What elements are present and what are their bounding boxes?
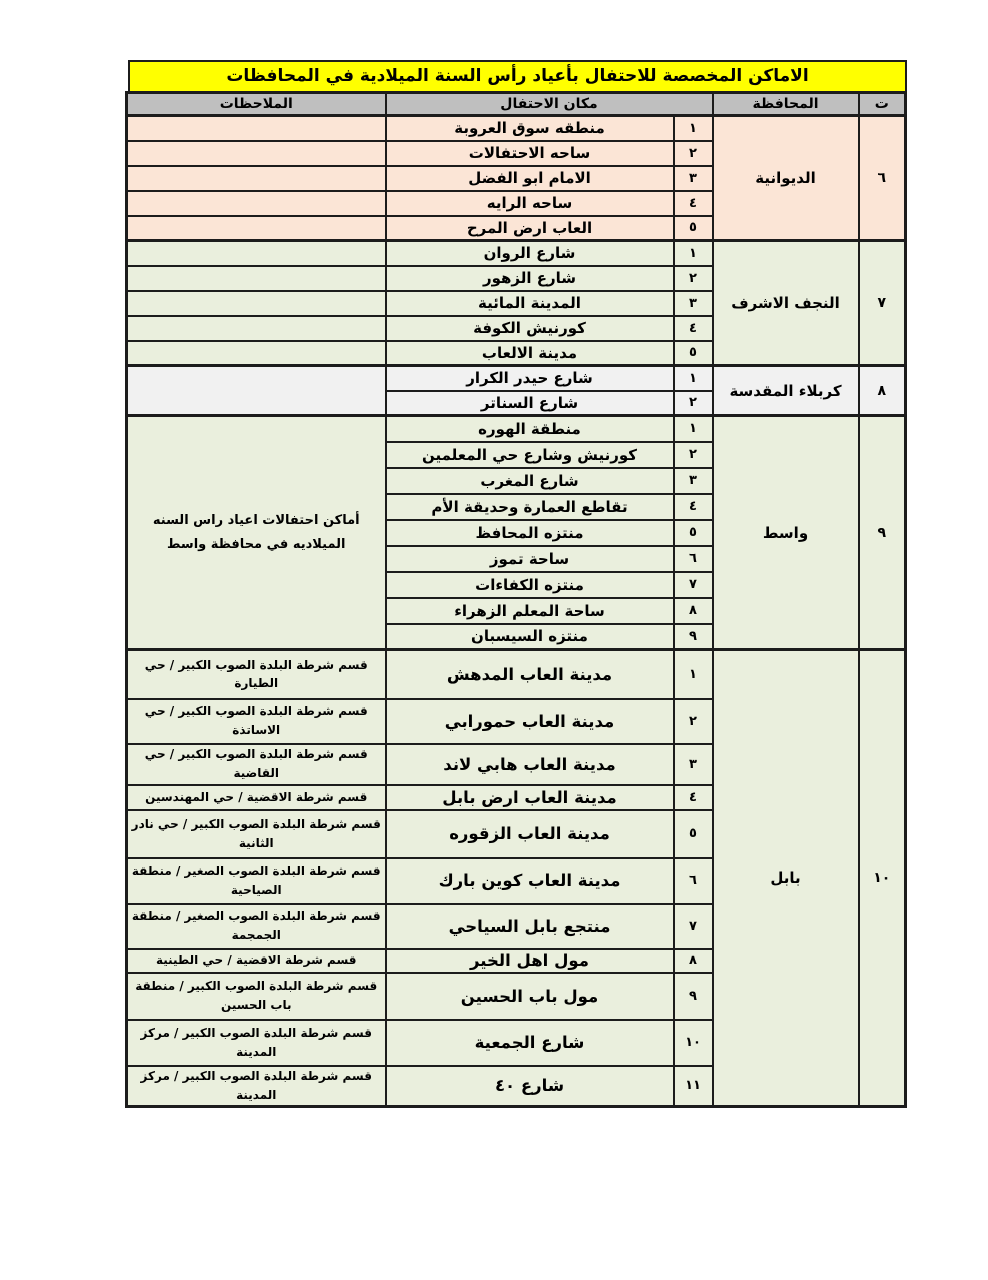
cell-place: منتجع بابل السياحي [386,904,674,949]
cell-note [127,291,386,316]
cell-place-number: ٤ [674,191,713,216]
cell-place: منطقه سوق العروبة [386,116,674,141]
cell-place: الامام ابو الفضل [386,166,674,191]
cell-note: قسم شرطة البلدة الصوب الكبير / مركز المدينة [127,1020,386,1066]
cell-place: منتزه المحافظ [386,520,674,546]
cell-place: مول باب الحسين [386,973,674,1020]
cell-place: ساحة تموز [386,546,674,572]
cell-place: شارع السناتر [386,391,674,416]
cell-place-number: ١٠ [674,1020,713,1066]
cell-place-number: ٣ [674,291,713,316]
cell-place: ساحه الاحتفالات [386,141,674,166]
header-serial: ت [859,93,906,116]
cell-place: تقاطع العمارة وحديقة الأم [386,494,674,520]
cell-place: شارع الروان [386,241,674,266]
cell-note: قسم شرطة البلدة الصوب الكبير / مركز المدينة [127,1066,386,1107]
cell-place: ساحه الرايه [386,191,674,216]
cell-place-number: ٥ [674,341,713,366]
cell-serial: ١٠ [859,650,906,1107]
cell-place-number: ٨ [674,949,713,973]
cell-place-number: ١ [674,116,713,141]
cell-place-number: ١ [674,366,713,391]
cell-place: كورنيش الكوفة [386,316,674,341]
cell-place-number: ٢ [674,141,713,166]
cell-governorate: بابل [713,650,859,1107]
cell-note: قسم شرطة البلدة الصوب الكبير / حي الاساتذة [127,699,386,744]
cell-place-number: ٤ [674,785,713,810]
cell-place-number: ٢ [674,699,713,744]
cell-note [127,316,386,341]
cell-serial: ٩ [859,416,906,650]
header-row [127,93,906,116]
cell-note: قسم شرطة البلدة الصوب الكبير / منطقة باب الحسين [127,973,386,1020]
cell-note-merged [127,366,386,416]
cell-note-merged: أماكن احتفالات اعياد راس السنه الميلاديه في محافظة واسط [127,416,386,650]
cell-place: شارع ٤٠ [386,1066,674,1107]
cell-place-number: ١١ [674,1066,713,1107]
cell-place: مدينة العاب المدهش [386,650,674,699]
cell-note: قسم شرطة البلدة الصوب الكبير / حي الطيارة [127,650,386,699]
cell-note [127,216,386,241]
cell-place-number: ٥ [674,216,713,241]
cell-place-number: ٩ [674,973,713,1020]
cell-place-number: ١ [674,241,713,266]
cell-place: منطقة الهوره [386,416,674,442]
cell-place-number: ٥ [674,810,713,858]
cell-place: مدينة العاب كوين بارك [386,858,674,904]
cell-note: قسم شرطة البلدة الصوب الصغير / منطقة الجمجمة [127,904,386,949]
cell-place-number: ٩ [674,624,713,650]
cell-place: مدينة الالعاب [386,341,674,366]
cell-place: ساحة المعلم الزهراء [386,598,674,624]
cell-place-number: ٤ [674,494,713,520]
cell-place: العاب ارض المرح [386,216,674,241]
cell-note: قسم شرطة الاقضية / حي الطينية [127,949,386,973]
cell-place-number: ٢ [674,391,713,416]
cell-place-number: ٧ [674,572,713,598]
cell-place: شارع الجمعية [386,1020,674,1066]
cell-place: منتزه الكفاءات [386,572,674,598]
cell-note [127,116,386,141]
cell-governorate: النجف الاشرف [713,241,859,366]
cell-place-number: ٧ [674,904,713,949]
cell-note: قسم شرطة البلدة الصوب الكبير / حي القاضية [127,744,386,785]
cell-place: شارع المغرب [386,468,674,494]
table-row [127,116,906,141]
cell-place-number: ٢ [674,442,713,468]
cell-note: قسم شرطة البلدة الصوب الكبير / حي نادر الثانية [127,810,386,858]
cell-note [127,341,386,366]
cell-place-number: ٣ [674,166,713,191]
table-row [127,416,906,442]
table-row [127,650,906,699]
table-row [127,241,906,266]
page-title: الاماكن المخصصة للاحتفال بأعياد رأس السنة الميلادية في المحافظات [128,60,907,91]
cell-place: المدينة المائية [386,291,674,316]
table-row [127,366,906,391]
cell-place: مول اهل الخير [386,949,674,973]
header-governorate: المحافظة [713,93,859,116]
cell-place: مدينة العاب ارض بابل [386,785,674,810]
cell-serial: ٨ [859,366,906,416]
cell-place: مدينة العاب هابي لاند [386,744,674,785]
cell-place-number: ٢ [674,266,713,291]
cell-note [127,266,386,291]
cell-note [127,141,386,166]
cell-note [127,166,386,191]
cell-note: قسم شرطة الاقضية / حي المهندسين [127,785,386,810]
cell-place-number: ١ [674,650,713,699]
cell-note [127,191,386,216]
header-place: مكان الاحتفال [386,93,713,116]
cell-place: مدينة العاب الزقوره [386,810,674,858]
cell-place-number: ٣ [674,744,713,785]
cell-governorate: واسط [713,416,859,650]
cell-place: منتزه السيسبان [386,624,674,650]
cell-place-number: ٦ [674,858,713,904]
cell-place: شارع الزهور [386,266,674,291]
cell-note [127,241,386,266]
cell-place: مدينة العاب حمورابي [386,699,674,744]
cell-place-number: ٨ [674,598,713,624]
cell-place-number: ١ [674,416,713,442]
table-body [127,93,906,1107]
cell-place-number: ٣ [674,468,713,494]
cell-place-number: ٥ [674,520,713,546]
cell-governorate: الديوانية [713,116,859,241]
cell-governorate: كربلاء المقدسة [713,366,859,416]
cell-serial: ٧ [859,241,906,366]
celebration-places-table [125,91,907,1108]
header-notes: الملاحظات [127,93,386,116]
cell-place-number: ٦ [674,546,713,572]
cell-place: شارع حيدر الكرار [386,366,674,391]
cell-note: قسم شرطة البلدة الصوب الصغير / منطقة الصياحية [127,858,386,904]
cell-serial: ٦ [859,116,906,241]
cell-place: كورنيش وشارع حي المعلمين [386,442,674,468]
document [128,60,907,1108]
cell-place-number: ٤ [674,316,713,341]
